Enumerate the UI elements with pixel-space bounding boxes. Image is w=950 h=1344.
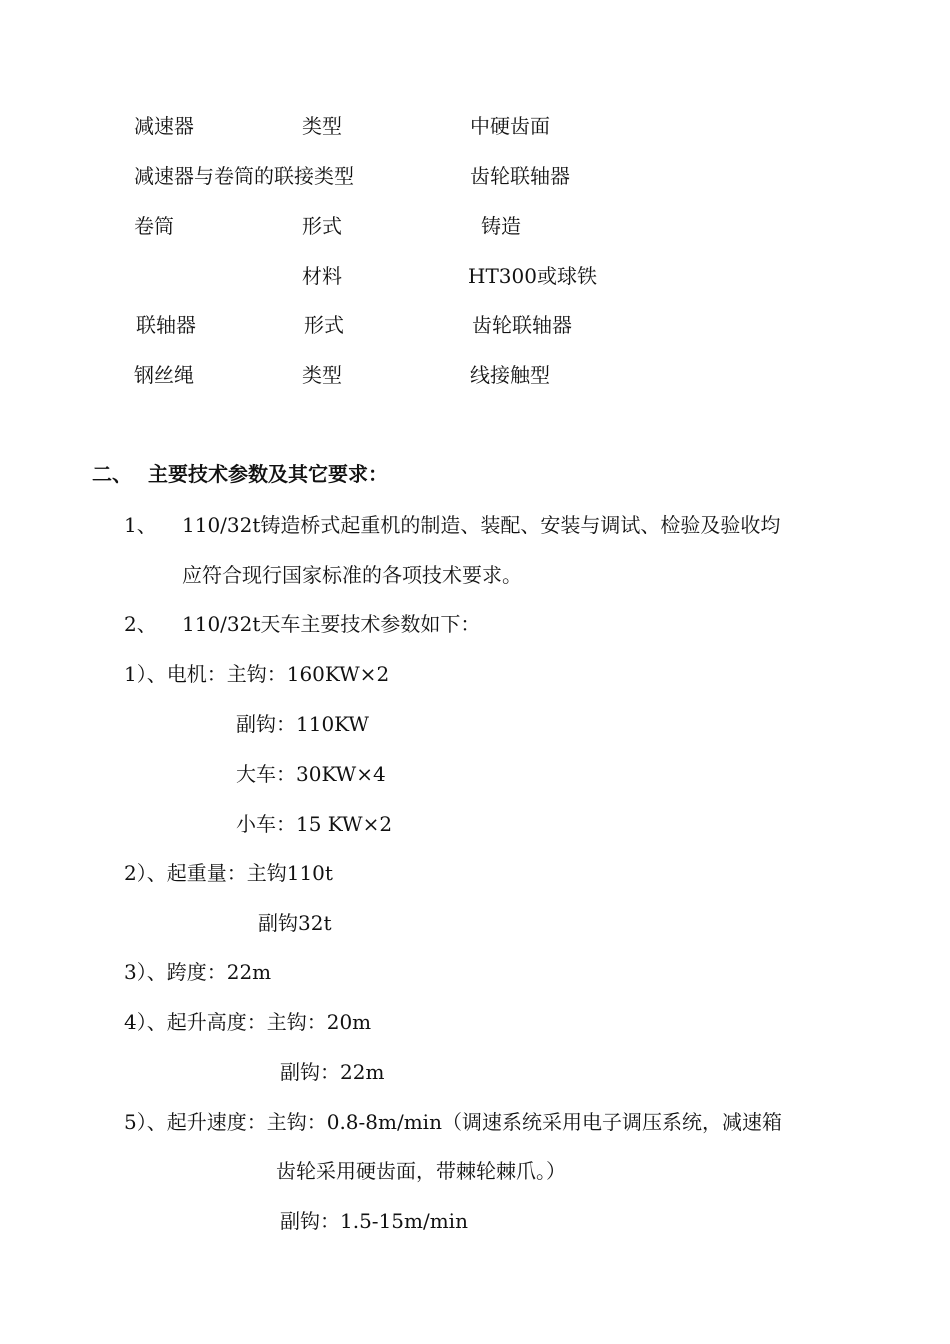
param-capacity-aux: 副钩32t <box>258 911 332 935</box>
item-text-continued: 应符合现行国家标准的各项技术要求。 <box>182 563 522 587</box>
spec-attribute: 材料 <box>302 264 342 288</box>
spec-value: HT300或球铁 <box>468 264 597 288</box>
spec-value: 中硬齿面 <box>470 114 550 138</box>
spec-attribute: 形式 <box>304 313 344 337</box>
spec-value: 齿轮联轴器 <box>470 164 570 188</box>
param-capacity: 2）、起重量：主钩110t <box>124 861 333 885</box>
spec-attribute: 形式 <box>302 214 342 238</box>
spec-component: 钢丝绳 <box>134 363 194 387</box>
spec-component: 减速器与卷筒的联接类型 <box>134 164 354 188</box>
param-speed-continued: 齿轮采用硬齿面，带棘轮棘爪。） <box>276 1159 566 1183</box>
spec-component: 减速器 <box>134 114 194 138</box>
item-text: 110/32t铸造桥式起重机的制造、装配、安装与调试、检验及验收均 <box>182 513 781 537</box>
param-motor-bridge: 大车：30KW×4 <box>236 762 386 786</box>
spec-component: 卷筒 <box>134 214 174 238</box>
spec-value: 线接触型 <box>470 363 550 387</box>
param-height-aux: 副钩：22m <box>280 1060 385 1084</box>
item-number: 1、 <box>124 513 157 537</box>
param-motor-aux: 副钩：110KW <box>236 712 369 736</box>
spec-component: 联轴器 <box>136 313 196 337</box>
item-number: 2、 <box>124 612 157 636</box>
section-number: 二、 <box>92 462 132 486</box>
param-motor: 1）、电机：主钩：160KW×2 <box>124 662 390 686</box>
section-title: 主要技术参数及其它要求： <box>148 462 388 486</box>
param-height: 4）、起升高度：主钩：20m <box>124 1010 372 1034</box>
spec-attribute: 类型 <box>302 114 342 138</box>
spec-value: 齿轮联轴器 <box>472 313 572 337</box>
param-span: 3）、跨度：22m <box>124 960 272 984</box>
spec-attribute: 类型 <box>302 363 342 387</box>
param-motor-trolley: 小车：15 KW×2 <box>236 812 393 836</box>
param-speed-aux: 副钩：1.5-15m/min <box>280 1209 468 1233</box>
param-speed: 5）、起升速度：主钩：0.8-8m/min（调速系统采用电子调压系统，减速箱 <box>124 1110 782 1134</box>
item-text: 110/32t天车主要技术参数如下： <box>182 612 481 636</box>
spec-value: 铸造 <box>481 214 521 238</box>
